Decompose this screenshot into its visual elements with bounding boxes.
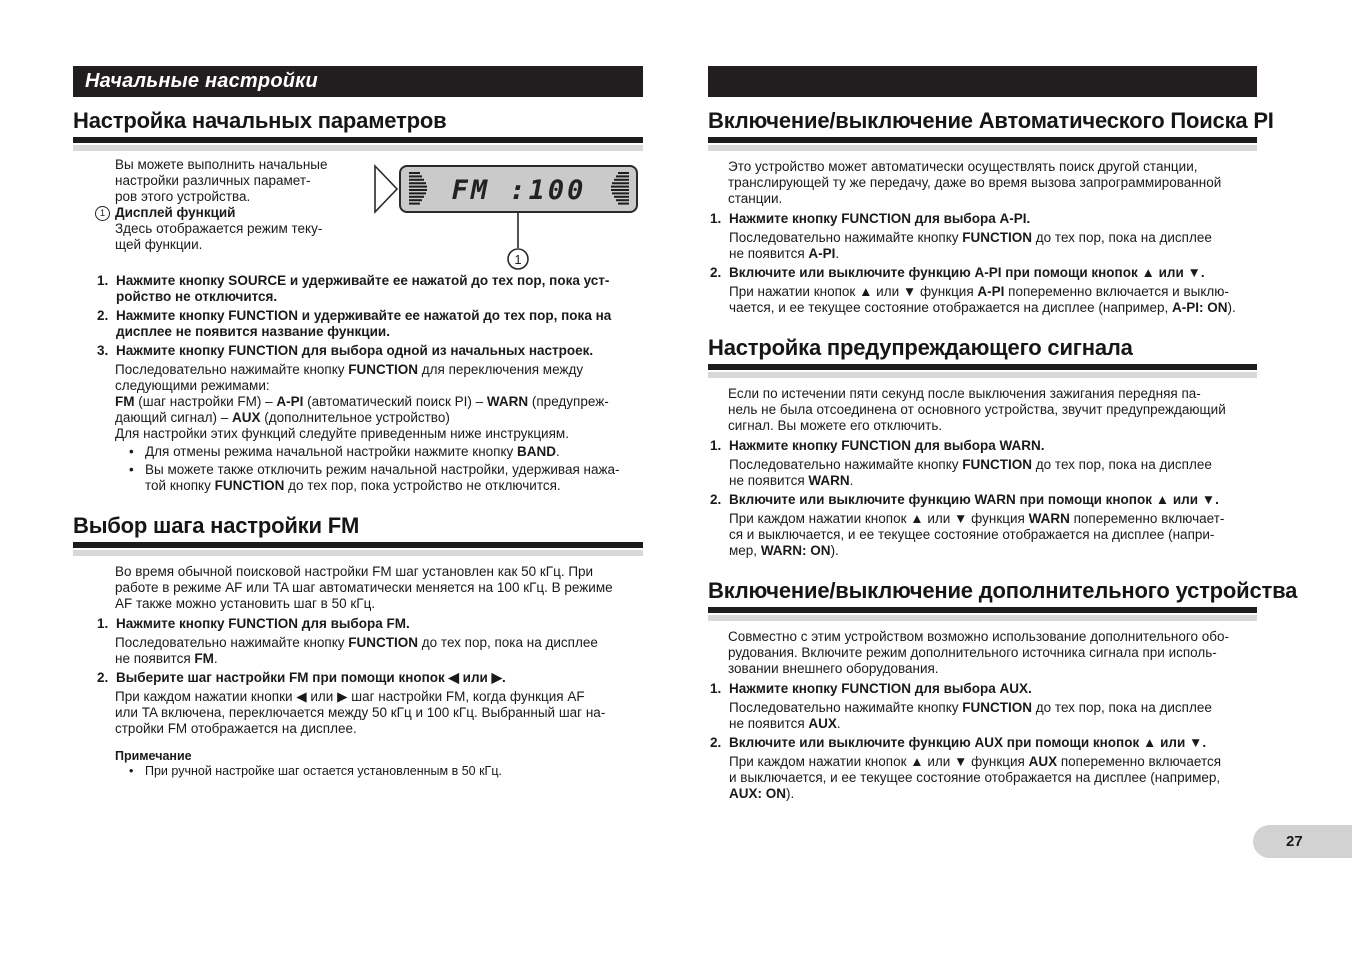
step-2 [710,492,1257,508]
step-3 [97,343,643,359]
right-column [708,66,1298,802]
step-title: Выберите шаг настройки FM при помощи кнопок ◀ или ▶. [116,670,506,685]
pointer-arrow-icon [375,166,397,212]
step-1-body: Последовательно нажимайте кнопку FUNCTION до тех пор, пока на дисплее не появится FM. [115,635,598,666]
step-2-body: При каждом нажатии кнопок ▲ или ▼ функция WARN попеременно включает- ся и выключается, и ее текущее состояние отображается на дисплее (напри- мер, WARN: ON). [729,511,1225,558]
intro-text [73,157,415,253]
step-1-body: Последовательно нажимайте кнопку FUNCTION до тех пор, пока на дисплее не появится AUX. [729,700,1212,731]
step-title: Включите или выключите функцию AUX при помощи кнопок ▲ или ▼. [729,735,1207,750]
step-title: Нажмите кнопку FUNCTION для выбора WARN. [729,438,1045,453]
step-2-body: При каждом нажатии кнопки ◀ или ▶ шаг настройки FM, когда функция AF или TA включена, переключается между 50 кГц и 100 кГц. Выбранный шаг на- стройки FM отображается на дисплее. [115,689,606,736]
section-heading: Включение/выключение дополнительного устройства [708,578,1298,603]
note-title: Примечание [115,749,192,763]
step-title: Нажмите кнопку FUNCTION для выбора AUX. [729,681,1032,696]
note-bullet [129,764,643,779]
heading-rule-gray [708,615,1257,621]
section-paragraph: Если по истечении пяти секунд после выключения зажигания передняя па- нель не была отсоединена от основного устройства, звучит предупреждающий сигнал. Вы можете его отключить. [728,386,1226,433]
heading-rule-black [708,607,1257,613]
steps-aux [708,681,1257,802]
step-title: Нажмите кнопку FUNCTION и удерживайте ее нажатой до тех пор, пока на дисплее не появится название функции. [116,308,612,339]
step-title: Нажмите кнопку FUNCTION для выбора одной из начальных настроек. [116,343,594,358]
bullet-item [129,462,643,494]
step-number: 1. [710,211,722,226]
lcd-display-text: FM :100 [451,175,587,206]
display-figure [371,159,643,274]
step-title: Включите или выключите функцию A-PI при помощи кнопок ▲ или ▼. [729,265,1205,280]
bullet-item [129,444,643,460]
step-1 [97,273,643,305]
steps-fm-step [73,616,643,737]
step-title: Нажмите кнопку FUNCTION для выбора FM. [116,616,410,631]
heading-rule-gray [708,145,1257,151]
step-1 [97,616,643,632]
section-initial-settings [73,107,643,494]
step-number: 1. [97,273,109,288]
heading-rule-gray [73,550,643,556]
step-1 [710,211,1257,227]
step-number: 2. [710,492,722,507]
step-title: Нажмите кнопку FUNCTION для выбора A-PI. [729,211,1031,226]
page-number-tab [1253,825,1352,858]
heading-rule-black [708,137,1257,143]
step-2 [710,735,1257,751]
step-number: 2. [97,670,109,685]
chapter-banner [73,66,643,97]
step-1 [710,438,1257,454]
note-text: • При ручной настройке шаг остается установленным в 50 кГц. [145,764,502,778]
step-number: 1. [97,616,109,631]
step-3-body: Последовательно нажимайте кнопку FUNCTION для переключения между следующими режимами: FM (шаг настройки FM) – A-PI (автоматический поиск PI) – WARN (предупреж- дающий сигнал) – AUX (дополнительное устройство) Для настройки этих функций следуйте приведенным ниже инструкциям. [115,362,609,441]
section-paragraph: Совместно с этим устройством возможно использование дополнительного обо- рудования. Включите режим дополнительного источника сигнала при исполь- зовании внешнего оборудования. [728,629,1230,676]
step-number: 2. [710,265,722,280]
step-2 [710,265,1257,281]
section-api [708,107,1274,316]
section-heading: Включение/выключение Автоматического Поиска PI [708,108,1274,133]
step-number: 1. [710,438,722,453]
step-title: Включите или выключите функцию WARN при помощи кнопок ▲ или ▼. [729,492,1219,507]
callout-function-display [99,205,415,253]
heading-rule-black [73,137,643,143]
steps-api [708,211,1257,316]
step-2 [97,670,643,686]
heading-rule-black [73,542,643,548]
chapter-banner-title: Начальные настройки [85,70,318,92]
section-warn [708,334,1257,559]
bullet-text: • Вы можете также отключить режим начальной настройки, удерживая нажа- той кнопку FUNCTION до тех пор, пока устройство не отключится. [145,462,620,493]
note-block [73,749,643,779]
section-paragraph: Во время обычной поисковой настройки FM шаг установлен как 50 кГц. При работе в режиме AF или TA шаг автоматически меняется на 100 кГц. В режиме AF также можно установить шаг в 50 кГц. [115,564,613,611]
step-1-body: Последовательно нажимайте кнопку FUNCTION до тех пор, пока на дисплее не появится WARN. [729,457,1212,488]
section-aux [708,577,1298,802]
section-heading: Настройка начальных параметров [73,108,447,133]
callout-body: Здесь отображается режим теку- щей функции. [115,221,323,252]
step-number: 1. [710,681,722,696]
step-number: 2. [710,735,722,750]
section-heading: Настройка предупреждающего сигнала [708,335,1133,360]
step-2-body: При каждом нажатии кнопок ▲ или ▼ функция AUX попеременно включается и выключается, и ее текущее состояние отображается на дисплее (например, AUX: ON). [729,754,1222,801]
heading-rule-black [708,364,1257,370]
section-paragraph: Это устройство может автоматически осуществлять поиск другой станции, транслирующей ту же передачу, даже во время вызова запрограммированной станции. [728,159,1222,206]
heading-rule-gray [73,145,643,151]
step-title: Нажмите кнопку SOURCE и удерживайте ее нажатой до тех пор, пока уст- ройство не отключится. [116,273,610,304]
heading-rule-gray [708,372,1257,378]
left-column [73,66,643,779]
step-2-body: При нажатии кнопок ▲ или ▼ функция A-PI попеременно включается и выклю- чается, и ее текущее состояние отображается на дисплее (например, A-PI: ON). [729,284,1236,315]
step-1-body: Последовательно нажимайте кнопку FUNCTION до тех пор, пока на дисплее не появится A-PI. [729,230,1212,261]
page-number: 27 [1286,833,1303,850]
step-1 [710,681,1257,697]
section-fm-step [73,512,643,779]
intro-paragraph: Вы можете выполнить начальные настройки различных парамет- ров этого устройства. [115,157,328,204]
step-number: 2. [97,308,109,323]
chapter-banner-continued [708,66,1257,97]
steps-initial-settings [73,273,643,494]
section-heading: Выбор шага настройки FM [73,513,360,538]
step-number: 3. [97,343,109,358]
step-2 [97,308,643,340]
circled-1-marker: 1 [95,206,110,221]
callout-circle-label: 1 [514,252,522,267]
steps-warn [708,438,1257,559]
intro-row [73,157,643,269]
callout-title: Дисплей функций [115,205,236,220]
bullet-text: • Для отмены режима начальной настройки нажмите кнопку BAND. [145,444,560,459]
